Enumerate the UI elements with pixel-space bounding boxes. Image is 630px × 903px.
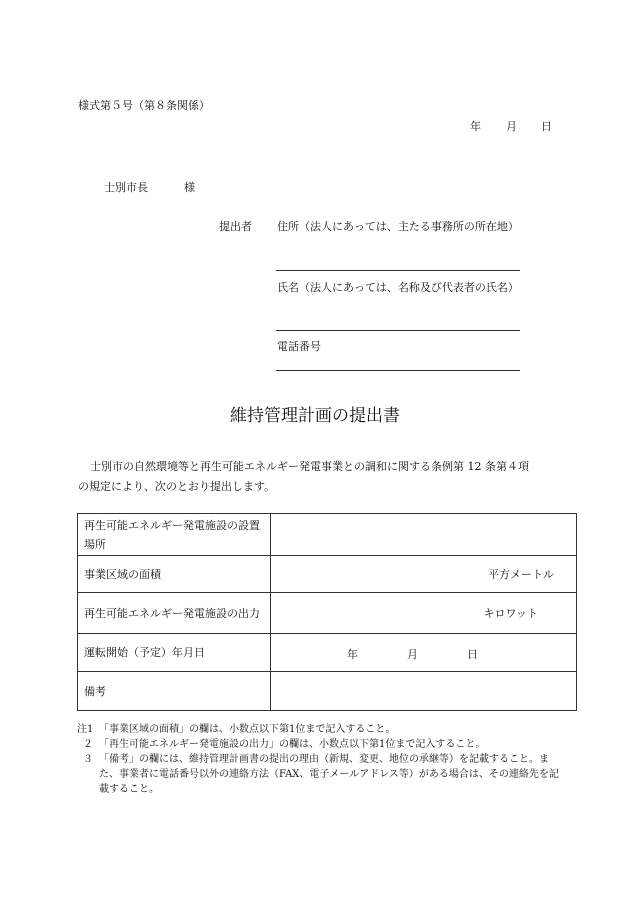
addressee-name: 士別市長 — [104, 181, 148, 194]
row-label-location: 再生可能エネルギー発電施設の設置場所 — [78, 514, 271, 556]
body-text-line1: 士別市の自然環境等と再生可能エネルギー発電事業との調和に関する条例第 12 条第４項 — [90, 460, 529, 473]
row-label-output: 再生可能エネルギー発電施設の出力 — [78, 593, 271, 634]
value-cell-remarks[interactable] — [271, 672, 577, 711]
submitter-label: 提出者 — [219, 220, 252, 233]
value-cell-area[interactable] — [271, 556, 577, 593]
start-month-label: 月 — [407, 648, 418, 661]
output-unit: キロワット — [483, 607, 538, 620]
row-label-area: 事業区域の面積 — [78, 556, 271, 593]
phone-line[interactable] — [276, 370, 520, 371]
note-number: ２ — [83, 739, 93, 750]
name-line[interactable] — [276, 330, 520, 331]
value-cell-start-date[interactable] — [271, 634, 577, 672]
submission-table — [77, 513, 577, 711]
value-cell-location[interactable] — [271, 514, 577, 556]
name-label: 氏名（法人にあっては、名称及び代表者の氏名） — [277, 281, 519, 294]
note-text: 「再生可能エネルギー発電施設の出力」の欄は、小数点以下第1位まで記入すること。 — [99, 739, 486, 750]
addressee-honorific: 様 — [184, 181, 195, 194]
table-row — [78, 634, 577, 672]
value-cell-output[interactable] — [271, 593, 577, 634]
note-text: 「事業区域の面積」の欄は、小数点以下第1位まで記入すること。 — [99, 724, 396, 735]
table-row — [78, 514, 577, 556]
body-text-line2: の規定により、次のとおり提出します。 — [78, 480, 276, 493]
document-title: 維持管理計画の提出書 — [230, 406, 400, 426]
row-label-remarks: 備考 — [78, 672, 271, 711]
start-year-label: 年 — [347, 648, 358, 661]
table-row — [78, 593, 577, 634]
date-day-label: 日 — [541, 120, 552, 133]
area-unit: 平方メートル — [488, 568, 554, 581]
note-number: 注1 — [77, 724, 94, 735]
phone-label: 電話番号 — [277, 340, 321, 353]
address-line[interactable] — [276, 270, 520, 271]
address-label: 住所（法人にあっては、主たる事務所の所在地） — [277, 220, 519, 233]
form-number: 様式第５号（第８条関係） — [78, 99, 210, 112]
row-label-start-date: 運転開始（予定）年月日 — [78, 634, 271, 672]
start-day-label: 日 — [467, 648, 478, 661]
note-text: 「備考」の欄には、維持管理計画書の提出の理由（新規、変更、地位の承継等）を記載すること。また、事業者に電話番号以外の連絡方法（FAX、電子メールアドレス等）がある場合は、その連絡先を記載すること。 — [99, 754, 559, 795]
note-item — [77, 722, 567, 737]
notes — [77, 722, 567, 797]
table-row — [78, 556, 577, 593]
table-row — [78, 672, 577, 711]
note-item — [77, 752, 567, 797]
date-month-label: 月 — [506, 120, 517, 133]
date-year-label: 年 — [470, 120, 481, 133]
note-item — [77, 737, 567, 752]
note-number: ３ — [83, 754, 93, 765]
